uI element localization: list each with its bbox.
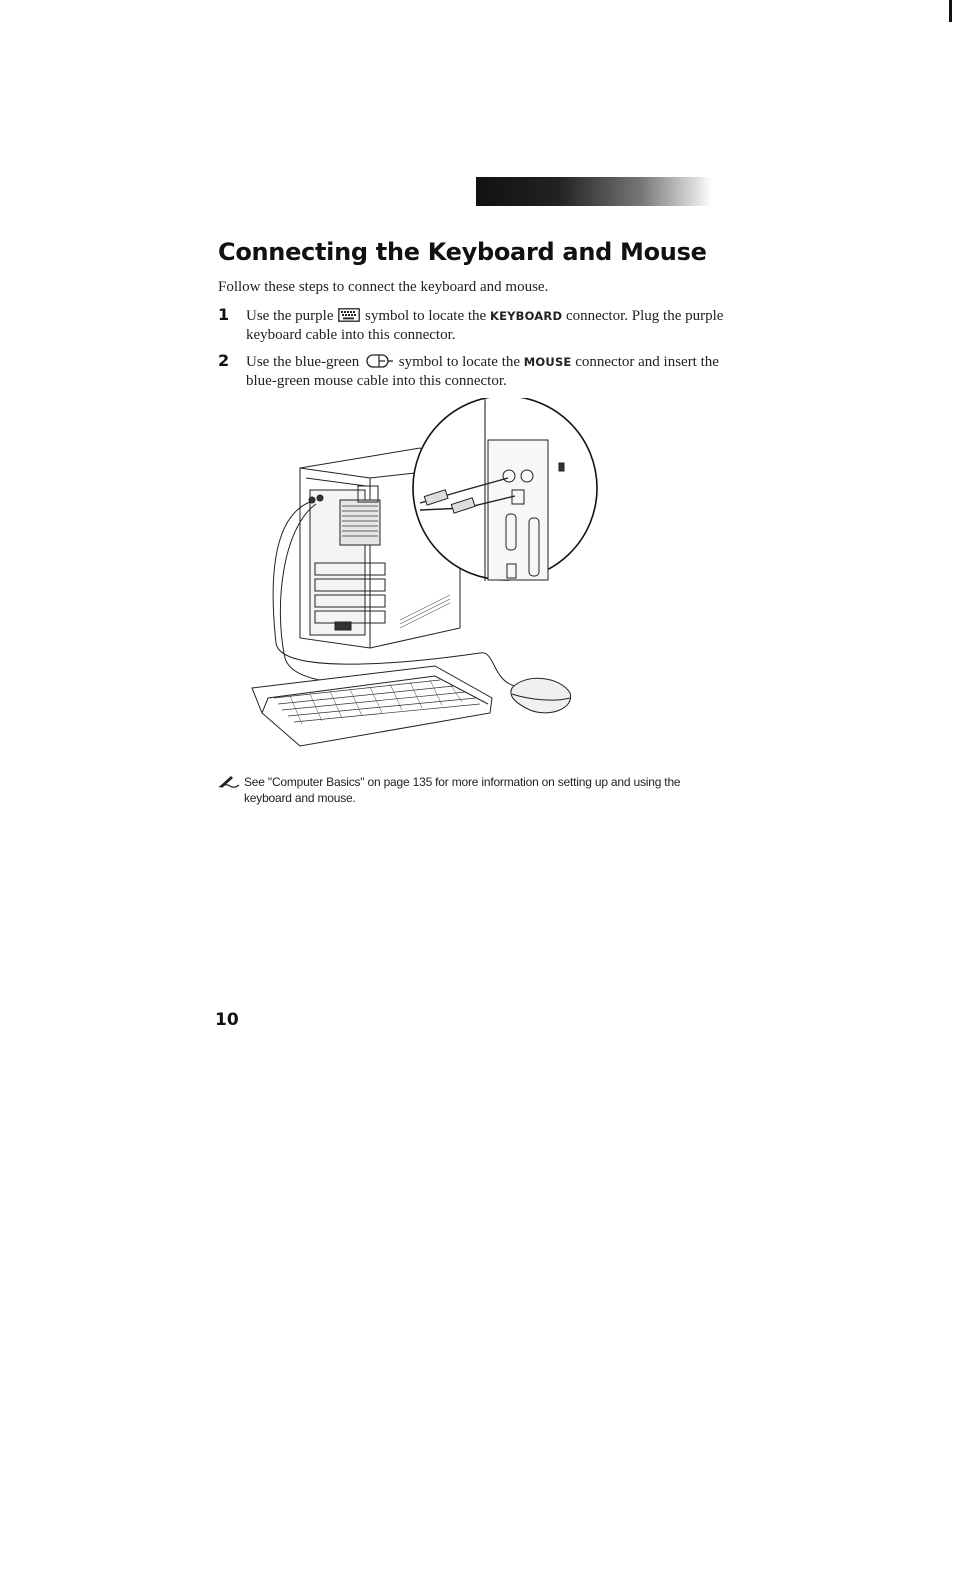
keyboard-connector-label: KEYBOARD xyxy=(489,309,563,323)
step-number: 2 xyxy=(218,351,230,370)
note-text: See "Computer Basics" on page 135 for more information on setting up and using the keyboard and mouse. xyxy=(244,775,681,805)
step-number: 1 xyxy=(218,305,230,324)
scan-edge-mark xyxy=(949,0,952,22)
section-title: Connecting the Keyboard and Mouse xyxy=(218,238,707,266)
intro-text: Follow these steps to connect the keyboard and mouse. xyxy=(218,279,549,295)
section-header-bar xyxy=(476,177,712,206)
note-pencil-icon xyxy=(218,774,240,788)
step-2 xyxy=(218,353,738,391)
computer-keyboard-mouse-illustration xyxy=(240,398,610,753)
step-1 xyxy=(218,307,738,345)
step-text: Use the purple symbol to locate the KEYBOARD connector. Plug the purple keyboard cable into this connector. xyxy=(246,308,724,343)
mouse-connector-label: MOUSE xyxy=(523,355,572,369)
mouse-icon xyxy=(364,353,394,369)
page-number: 10 xyxy=(215,1010,239,1030)
step-text: Use the blue-green symbol to locate the MOUSE connector and insert the blue-green mouse cable into this connector. xyxy=(246,354,719,389)
note xyxy=(218,774,718,806)
keyboard-icon xyxy=(338,308,360,322)
